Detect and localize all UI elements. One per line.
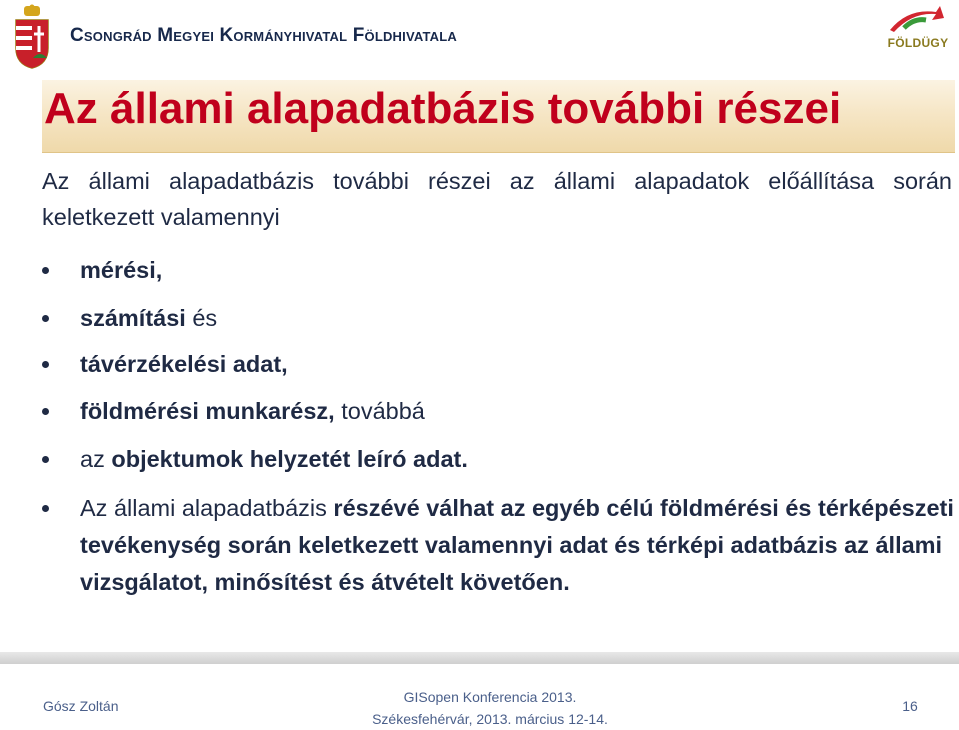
hungarian-coat-of-arms-icon xyxy=(12,4,52,70)
bullet-dot xyxy=(42,456,49,463)
final-bullet-paragraph xyxy=(80,490,956,601)
page-number: 16 xyxy=(902,698,918,714)
footer-conference xyxy=(330,686,650,730)
final-bullet-bold-text: részévé válhat az egyéb célú földmérési és térképészeti tevékenység során keletkezett valamennyi adat és térképi adatbázis az állami vizsgálatot, minősítést és átvételt követően. xyxy=(80,495,954,595)
bullet-dot xyxy=(42,315,49,322)
organization-name: Csongrád Megyei Kormányhivatal Földhivatala xyxy=(70,25,457,46)
bullet-dot xyxy=(42,267,49,274)
bullet-normal-text: továbbá xyxy=(334,398,425,424)
footer-band xyxy=(0,652,959,664)
bullet-dot xyxy=(42,361,49,368)
bullet-normal-text: és xyxy=(185,305,218,331)
bullet-dot xyxy=(42,408,49,415)
bullet-bold-text: objektumok helyzetét leíró adat. xyxy=(111,446,468,472)
bullet-bold-text: földmérési munkarész, xyxy=(80,398,335,424)
slide-title: Az állami alapadatbázis további részei xyxy=(44,84,842,133)
footer-author: Gósz Zoltán xyxy=(43,698,119,714)
final-bullet-normal-text: Az állami alapadatbázis xyxy=(80,495,334,521)
bullet-dot xyxy=(42,505,49,512)
intro-paragraph: Az állami alapadatbázis további részei az állami alapadatok előállítása során keletkezett valamennyi xyxy=(42,168,952,230)
bullet-bold-text: mérési, xyxy=(80,257,163,283)
bullet-prefix-text: az xyxy=(80,446,112,472)
footer-conference-title: GISopen Konferencia 2013. xyxy=(403,689,577,705)
logo-label: FÖLDÜGY xyxy=(887,36,949,50)
footer-conference-place-date: Székesfehérvár, 2013. március 12-14. xyxy=(372,711,608,727)
bullet-bold-text: távérzékelési adat, xyxy=(80,351,288,377)
bullet-bold-text: számítási xyxy=(80,305,186,331)
